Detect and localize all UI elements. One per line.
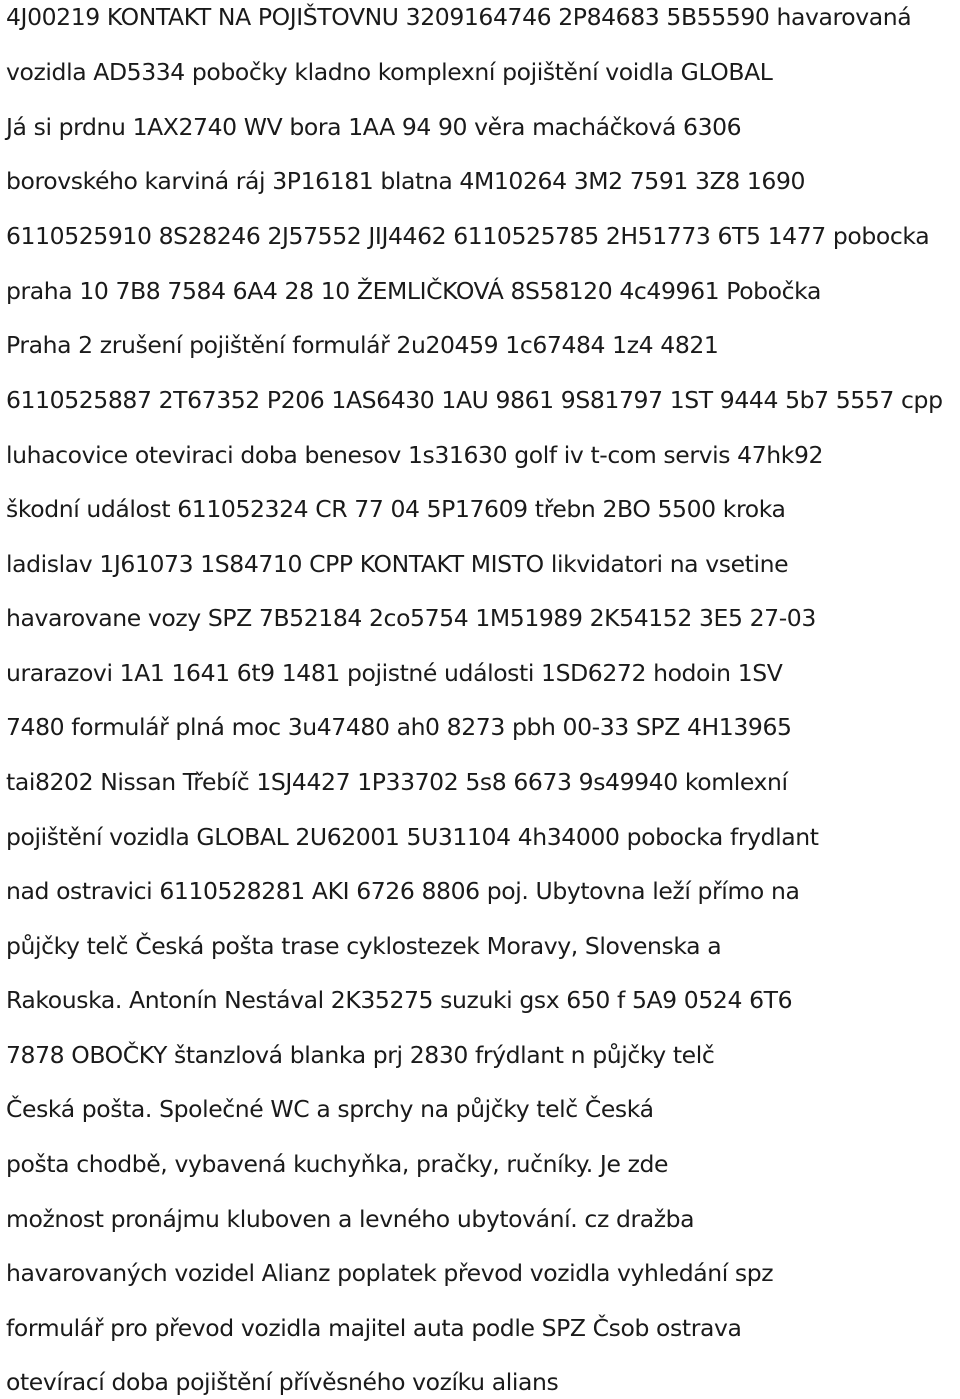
text-line-16: pojištění vozidla GLOBAL 2U62001 5U31104 4h34000 pobocka frydlant xyxy=(6,823,819,851)
text-line-19: Rakouska. Antonín Nestával 2K35275 suzuki gsx 650 f 5A9 0524 6T6 xyxy=(6,986,793,1014)
text-line-9: luhacovice oteviraci doba benesov 1s31630 golf iv t-com servis 47hk92 xyxy=(6,441,824,469)
text-line-23: možnost pronájmu kluboven a levného ubytování. cz dražba xyxy=(6,1205,695,1233)
text-line-11: ladislav 1J61073 1S84710 CPP KONTAKT MISTO likvidatori na vsetine xyxy=(6,550,789,578)
text-line-26: otevírací doba pojištění přívěsného vozíku alians xyxy=(6,1368,559,1396)
text-line-6: praha 10 7B8 7584 6A4 28 10 ŽEMLIČKOVÁ 8S58120 4c49961 Pobočka xyxy=(6,277,821,305)
text-line-7: Praha 2 zrušení pojištění formulář 2u20459 1c67484 1z4 4821 xyxy=(6,331,719,359)
text-line-22: pošta chodbě, vybavená kuchyňka, pračky, ručníky. Je zde xyxy=(6,1150,669,1178)
text-line-25: formulář pro převod vozidla majitel auta podle SPZ Čsob ostrava xyxy=(6,1314,742,1342)
text-line-14: 7480 formulář plná moc 3u47480 ah0 8273 pbh 00-33 SPZ 4H13965 xyxy=(6,713,792,741)
text-line-5: 6110525910 8S28246 2J57552 JIJ4462 6110525785 2H51773 6T5 1477 pobocka xyxy=(6,222,930,250)
text-line-12: havarovane vozy SPZ 7B52184 2co5754 1M51989 2K54152 3E5 27-03 xyxy=(6,604,816,632)
text-line-8: 6110525887 2T67352 P206 1AS6430 1AU 9861 9S81797 1ST 9444 5b7 5557 cpp xyxy=(6,386,943,414)
text-line-3: Já si prdnu 1AX2740 WV bora 1AA 94 90 věra macháčková 6306 xyxy=(6,113,742,141)
text-line-10: škodní událost 611052324 CR 77 04 5P17609 třebn 2BO 5500 kroka xyxy=(6,495,786,523)
text-line-4: borovského karviná ráj 3P16181 blatna 4M10264 3M2 7591 3Z8 1690 xyxy=(6,167,806,195)
text-line-2: vozidla AD5334 pobočky kladno komplexní pojištění voidla GLOBAL xyxy=(6,58,773,86)
text-line-17: nad ostravici 6110528281 AKI 6726 8806 poj. Ubytovna leží přímo na xyxy=(6,877,800,905)
text-line-20: 7878 OBOČKY štanzlová blanka prj 2830 frýdlant n půjčky telč xyxy=(6,1041,715,1069)
text-line-18: půjčky telč Česká pošta trase cyklostezek Moravy, Slovenska a xyxy=(6,932,722,960)
text-line-24: havarovaných vozidel Alianz poplatek převod vozidla vyhledání spz xyxy=(6,1259,774,1287)
text-line-13: urarazovi 1A1 1641 6t9 1481 pojistné události 1SD6272 hodoin 1SV xyxy=(6,659,783,687)
text-line-1: 4J00219 KONTAKT NA POJIŠTOVNU 3209164746 2P84683 5B55590 havarovaná xyxy=(6,3,912,31)
text-line-15: tai8202 Nissan Třebíč 1SJ4427 1P33702 5s8 6673 9s49940 komlexní xyxy=(6,768,788,796)
text-line-21: Česká pošta. Společné WC a sprchy na půjčky telč Česká xyxy=(6,1095,654,1123)
